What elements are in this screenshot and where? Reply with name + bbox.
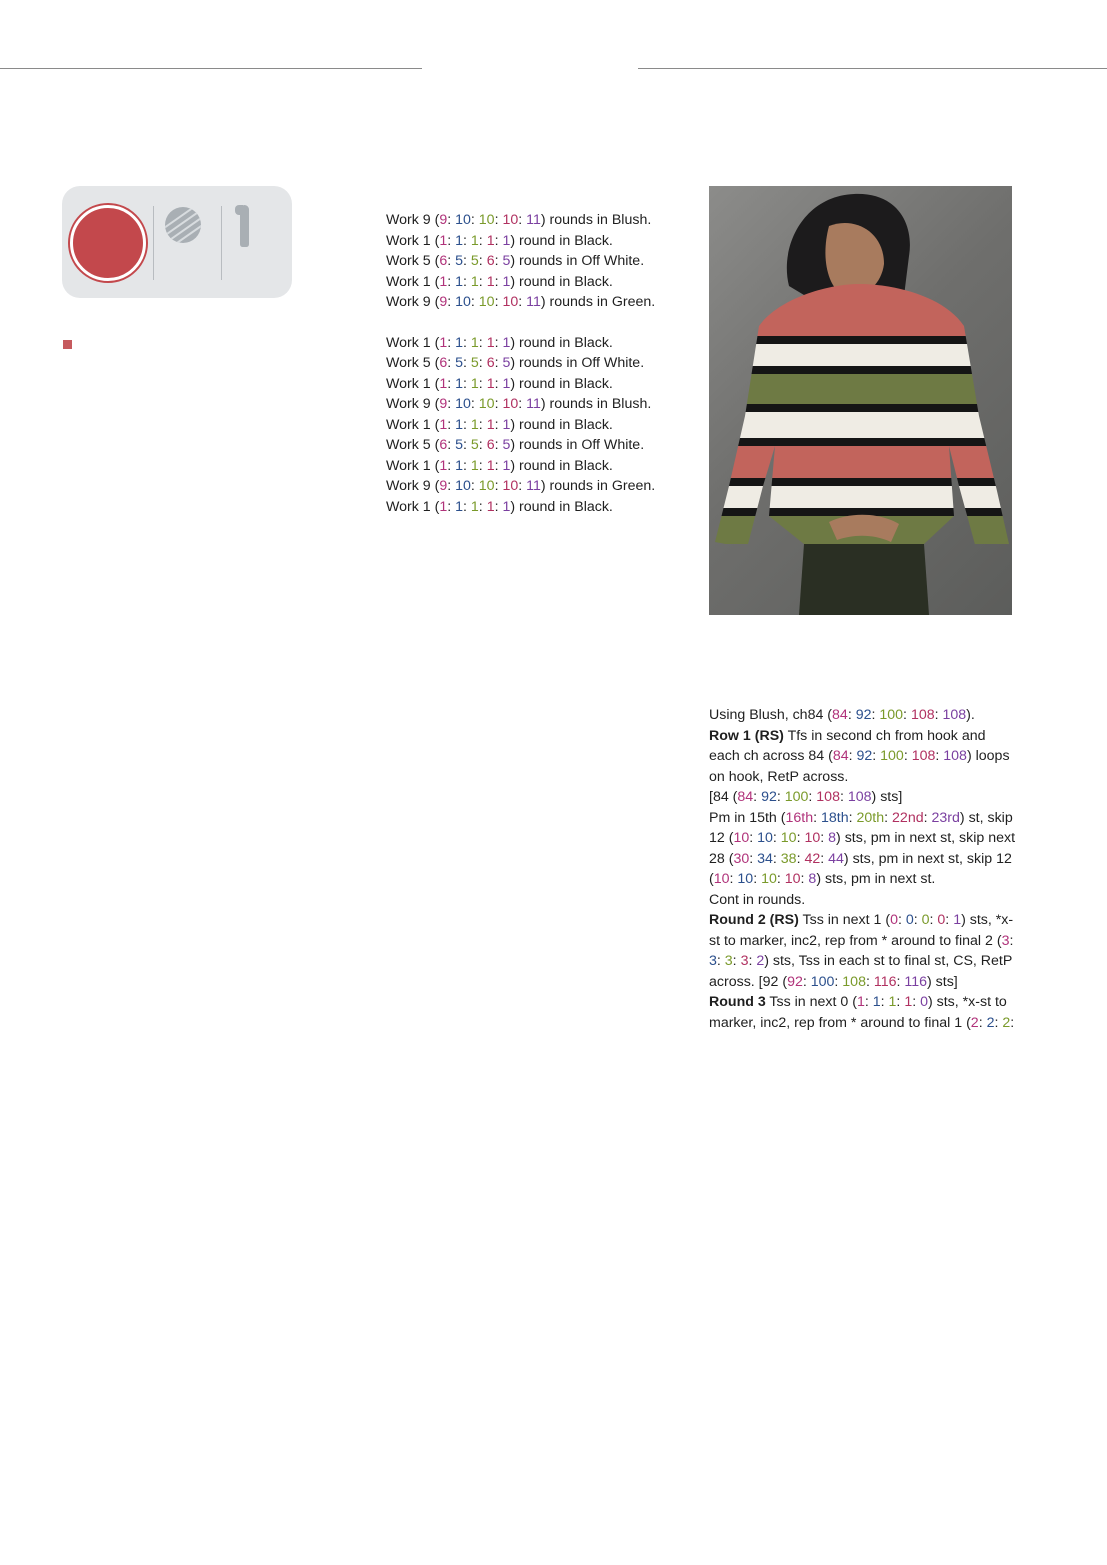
size-value: 1	[486, 416, 495, 433]
size-value: 108	[847, 789, 872, 805]
size-value: 1	[439, 334, 448, 351]
size-value: 92	[855, 707, 872, 723]
size-value: 11	[526, 396, 541, 412]
size-value: 10	[502, 478, 519, 494]
size-value: 1	[455, 457, 464, 474]
size-value: 1	[455, 498, 464, 515]
size-value: 108	[911, 748, 936, 764]
size-value: 1	[502, 416, 511, 433]
size-value: 6	[486, 437, 495, 453]
size-value: 10	[478, 212, 495, 228]
size-value: 1	[502, 273, 511, 290]
size-value: 1	[470, 416, 479, 433]
size-value: 10	[502, 396, 519, 412]
size-value: 1	[502, 375, 511, 392]
size-value: 84	[832, 707, 848, 723]
size-value: 42	[804, 850, 821, 867]
sequence-line: Work 1 (1: 1: 1: 1: 1) round in Black.	[386, 375, 613, 392]
size-value: 11	[526, 478, 541, 494]
size-value: 1	[455, 416, 464, 433]
sequence-line: Work 9 (9: 10: 10: 10: 11) rounds in Green.	[386, 294, 656, 310]
pattern-line: Row 1 (RS) Tfs in second ch from hook and each ch across 84 (84: 92: 100: 108: 108) loops on hook, RetP across.	[709, 727, 1010, 785]
sequence-line: Work 1 (1: 1: 1: 1: 1) round in Black.	[386, 232, 613, 249]
size-value: 44	[828, 850, 844, 867]
size-value: 92	[856, 748, 873, 764]
sequence-line: Work 1 (1: 1: 1: 1: 1) round in Black.	[386, 498, 613, 515]
yoke-pattern-text	[709, 705, 1019, 1033]
size-value: 9	[439, 396, 448, 412]
yarn-weight-label	[152, 253, 212, 267]
model-photo	[709, 186, 1012, 615]
size-value: 23rd	[931, 809, 960, 826]
size-value: 10	[478, 396, 495, 412]
size-value: 0	[890, 912, 898, 928]
size-value: 1	[455, 273, 464, 290]
size-value: 5	[455, 355, 464, 371]
size-value: 8	[828, 830, 837, 846]
size-value: 5	[502, 437, 511, 453]
size-value: 10	[733, 830, 750, 846]
crochet-hook-icon	[240, 205, 249, 247]
size-value: 6	[439, 253, 448, 269]
sequence-line: Work 5 (6: 5: 5: 6: 5) rounds in Off White.	[386, 355, 645, 371]
size-value: 108	[816, 789, 840, 805]
size-value: 10	[761, 871, 777, 887]
size-value: 92	[761, 789, 777, 805]
size-value: 3	[724, 953, 733, 969]
size-value: 10	[455, 396, 471, 412]
body-sequence-list	[386, 333, 696, 518]
size-value: 108	[842, 973, 866, 990]
size-value: 10	[757, 830, 773, 846]
size-value: 10	[780, 830, 797, 846]
size-value: 1	[486, 375, 495, 392]
size-value: 3	[709, 953, 717, 969]
size-value: 1	[470, 273, 479, 290]
hook-size-label	[222, 253, 282, 267]
size-value: 1	[470, 334, 479, 351]
size-value: 10	[502, 212, 519, 228]
size-value: 108	[943, 748, 967, 764]
sequence-line: Work 9 (9: 10: 10: 10: 11) rounds in Blush.	[386, 396, 652, 412]
size-value: 1	[439, 498, 448, 515]
yoke-sequence-list	[386, 210, 696, 313]
size-value: 9	[439, 212, 448, 228]
size-value: 2	[986, 1014, 995, 1031]
sequence-line: Work 9 (9: 10: 10: 10: 11) rounds in Green.	[386, 478, 656, 494]
size-value: 0	[920, 994, 928, 1010]
size-value: 10	[713, 871, 730, 887]
size-value: 1	[502, 334, 511, 351]
size-value: 1	[953, 912, 962, 928]
badge-divider	[153, 206, 154, 280]
size-value: 1	[486, 232, 495, 249]
size-value: 9	[439, 294, 448, 310]
size-value: 5	[470, 253, 479, 269]
pattern-term: Round 2 (RS)	[709, 912, 799, 928]
header-rule-left	[0, 68, 422, 69]
size-value: 9	[439, 478, 448, 494]
right-column	[709, 703, 1019, 1033]
size-value: 116	[873, 973, 897, 990]
size-value: 1	[470, 232, 479, 249]
size-value: 116	[904, 973, 927, 990]
size-value: 1	[455, 375, 464, 392]
size-value: 10	[455, 212, 471, 228]
size-value: 1	[439, 375, 448, 392]
size-value: 1	[455, 334, 464, 351]
sequence-line: Work 5 (6: 5: 5: 6: 5) rounds in Off White.	[386, 437, 645, 453]
difficulty-badge	[70, 205, 146, 281]
size-value: 11	[526, 212, 541, 228]
size-value: 10	[455, 478, 471, 494]
size-value: 5	[470, 355, 479, 371]
size-value: 2	[1002, 1014, 1011, 1031]
jumper-photo-illustration	[709, 186, 1012, 615]
pattern-term: Round 3	[709, 994, 766, 1010]
size-value: 10	[737, 871, 754, 887]
size-value: 84	[737, 789, 754, 805]
size-value: 1	[470, 375, 479, 392]
size-value: 1	[486, 273, 495, 290]
header-rule-right	[638, 68, 1107, 69]
middle-column	[386, 192, 696, 517]
badge-divider	[221, 206, 222, 280]
size-value: 0	[921, 912, 930, 928]
size-value: 100	[879, 707, 904, 723]
pattern-line: [84 (84: 92: 100: 108: 108) sts]	[709, 789, 903, 805]
size-value: 8	[808, 871, 817, 887]
size-value: 84	[832, 748, 849, 764]
size-value: 92	[787, 973, 803, 990]
size-value: 1	[502, 498, 511, 515]
size-value: 34	[757, 850, 773, 867]
size-value: 6	[486, 253, 495, 269]
size-value: 10	[804, 830, 821, 846]
sequence-line: Work 5 (6: 5: 5: 6: 5) rounds in Off White.	[386, 253, 645, 269]
size-value: 100	[880, 748, 904, 764]
size-value: 1	[486, 498, 495, 515]
size-value: 6	[439, 437, 448, 453]
size-value: 1	[439, 457, 448, 474]
size-value: 22nd	[892, 809, 924, 826]
size-value: 6	[486, 355, 495, 371]
pattern-line: Using Blush, ch84 (84: 92: 100: 108: 108).	[709, 707, 975, 723]
size-value: 5	[470, 437, 479, 453]
size-value: 1	[502, 232, 511, 249]
sequence-line: Work 1 (1: 1: 1: 1: 1) round in Black.	[386, 457, 613, 474]
size-value: 11	[526, 294, 541, 310]
yarn-ball-icon	[165, 207, 201, 243]
pattern-term: Row 1 (RS)	[709, 727, 784, 744]
size-value: 1	[486, 334, 495, 351]
size-value: 1	[439, 232, 448, 249]
size-value: 1	[856, 994, 865, 1010]
size-value: 38	[780, 850, 797, 867]
left-column	[63, 332, 308, 352]
size-value: 6	[439, 355, 448, 371]
size-value: 108	[942, 707, 967, 723]
size-value: 108	[910, 707, 935, 723]
pattern-line: Round 2 (RS) Tss in next 1 (0: 0: 0: 0: 1) sts, *x-st to marker, inc2, rep from * around to final 2 (3: 3: 3: 3: 2) sts, Tss in each st to final st, CS, RetP across. [92 (92: 100: 108: 116: 116) sts]	[709, 912, 1014, 990]
size-value: 10	[455, 294, 471, 310]
size-value: 5	[455, 437, 464, 453]
size-value: 10	[784, 871, 801, 887]
size-value: 100	[810, 973, 835, 990]
sequence-line: Work 9 (9: 10: 10: 10: 11) rounds in Blush.	[386, 212, 652, 228]
sequence-line: Work 1 (1: 1: 1: 1: 1) round in Black.	[386, 416, 613, 433]
size-value: 10	[478, 478, 495, 494]
size-value: 1	[439, 273, 448, 290]
size-value: 1	[904, 994, 913, 1010]
size-value: 18th	[821, 809, 849, 826]
size-value: 1	[872, 994, 881, 1010]
size-value: 5	[502, 355, 511, 371]
size-value: 0	[905, 912, 914, 928]
size-value: 1	[888, 994, 897, 1010]
size-value: 1	[470, 498, 479, 515]
pattern-line: Pm in 15th (16th: 18th: 20th: 22nd: 23rd) st, skip 12 (10: 10: 10: 10: 8) sts, pm in next st, skip next 28 (30: 34: 38: 42: 44) sts, pm in next st, skip 12 (10: 10: 10: 10: 8) sts, pm in next st.	[709, 809, 1016, 887]
size-value: 1	[455, 232, 464, 249]
size-value: 16th	[785, 809, 814, 826]
sequence-line: Work 1 (1: 1: 1: 1: 1) round in Black.	[386, 273, 613, 290]
size-value: 5	[455, 253, 464, 269]
size-value: 1	[470, 457, 479, 474]
size-value: 1	[502, 457, 511, 474]
size-value: 10	[478, 294, 495, 310]
size-value: 1	[486, 457, 495, 474]
size-value: 2	[756, 953, 765, 969]
size-value: 2	[970, 1014, 979, 1031]
size-value: 1	[439, 416, 448, 433]
size-value: 3	[1001, 932, 1010, 949]
size-value: 0	[937, 912, 946, 928]
size-value: 20th	[856, 809, 885, 826]
size-value: 10	[502, 294, 519, 310]
size-value: 30	[733, 850, 750, 867]
pattern-line: Round 3 Tss in next 0 (1: 1: 1: 1: 0) sts, *x-st to marker, inc2, rep from * around to final 1 (2: 2: 2:	[709, 994, 1015, 1031]
sequence-line: Work 1 (1: 1: 1: 1: 1) round in Black.	[386, 334, 613, 351]
size-value: 5	[502, 253, 511, 269]
size-value: 3	[740, 953, 749, 969]
size-value: 100	[784, 789, 809, 805]
pattern-line: Cont in rounds.	[709, 891, 806, 908]
